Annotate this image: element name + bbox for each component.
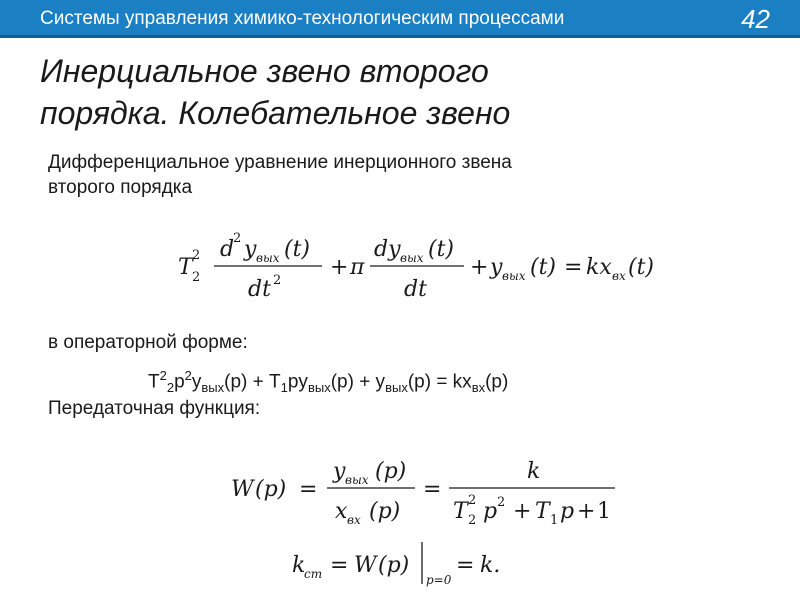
- slide-number: 42: [741, 4, 770, 34]
- sg-arg-p: (p): [378, 553, 410, 578]
- tf-W: W: [231, 477, 254, 502]
- eq-arg-t-4: (t): [628, 255, 655, 280]
- op-sub-2: 2: [166, 380, 175, 396]
- op-sub-vh: вх: [471, 380, 486, 396]
- intro-line-2: второго порядка: [48, 177, 193, 198]
- eq-dt2-sup: 2: [273, 273, 282, 288]
- tf-one: 1: [597, 499, 611, 524]
- operator-form-equation: [148, 363, 508, 400]
- sg-k-sub: ст: [304, 567, 323, 581]
- eq-arg-t-2: (t): [428, 237, 455, 262]
- tf-T2-sub: 2: [468, 513, 477, 528]
- op-sub-1: 1: [280, 380, 288, 396]
- op-part-1: (p) + T: [224, 371, 281, 393]
- eq-T: T: [178, 255, 193, 280]
- tf-arg-p-num: (p): [375, 459, 407, 484]
- sg-k2: k.: [480, 553, 501, 578]
- op-part-4: (p): [485, 371, 509, 393]
- eq-arg-t-3: (t): [530, 255, 557, 280]
- tf-k: k: [527, 459, 541, 484]
- tf-p-sup: 2: [497, 495, 506, 510]
- eq-y: y: [244, 237, 257, 262]
- sg-equals-2: =: [456, 553, 475, 578]
- eq-d2-sup: 2: [233, 231, 242, 246]
- op-sup-a: 2: [159, 368, 167, 383]
- eq-y-sub: вых: [256, 251, 280, 265]
- tf-equals-2: =: [423, 477, 442, 502]
- static-gain-equation: [288, 538, 528, 590]
- op-part-3: (p) = kx: [407, 371, 472, 393]
- tf-T1-sub: 1: [550, 513, 559, 528]
- tf-equals-1: =: [299, 477, 318, 502]
- eq-dt2: dt: [248, 277, 271, 302]
- tf-x-sub: вх: [347, 513, 361, 527]
- slide-title-line-2: порядка. Колебательное звено: [40, 95, 511, 131]
- op-py: py: [287, 371, 308, 393]
- op-T: T: [148, 371, 160, 393]
- op-sub-vyh-3: вых: [385, 380, 408, 396]
- sg-cond: p=0: [426, 573, 452, 587]
- tf-plus-2: +: [577, 499, 596, 524]
- slide-title: [40, 50, 740, 134]
- eq-equals: =: [564, 255, 583, 280]
- intro-line-1: Дифференциальное уравнение инерционного звена: [48, 152, 512, 173]
- eq-T-sup: 2: [192, 248, 201, 263]
- eq-y2-sub: вых: [502, 269, 526, 283]
- eq-T-sub: 2: [192, 270, 201, 285]
- slide-title-line-1: Инерциальное звено второго: [40, 53, 489, 89]
- op-part-2: (p) + y: [330, 371, 386, 393]
- tf-arg-p: (p): [255, 477, 287, 502]
- eq-pi: π: [350, 255, 365, 280]
- differential-equation: [150, 222, 680, 310]
- op-sub-vyh-2: вых: [307, 380, 331, 396]
- eq-plus-2: +: [470, 255, 489, 280]
- eq-plus-1: +: [330, 255, 349, 280]
- sg-equals-1: =: [330, 553, 349, 578]
- sg-k: k: [292, 553, 306, 578]
- eq-arg-t: (t): [284, 237, 311, 262]
- op-y: y: [191, 371, 202, 393]
- tf-p: p: [483, 499, 498, 524]
- eq-kx-sub: вх: [612, 269, 626, 283]
- op-p: p: [174, 371, 185, 393]
- tf-y: y: [333, 459, 346, 484]
- eq-dt: dt: [404, 277, 427, 302]
- header-title: Системы управления химико-технологическим процессами: [40, 8, 565, 29]
- op-sup-b: 2: [184, 368, 192, 383]
- tf-y-sub: вых: [345, 473, 369, 487]
- eq-dy: dy: [374, 237, 401, 262]
- eq-d2: d: [220, 237, 235, 262]
- tf-T1: T: [535, 499, 550, 524]
- operator-form-label: в операторной форме:: [48, 332, 248, 353]
- op-sub-vyh-1: вых: [201, 380, 225, 396]
- eq-kx: kx: [586, 255, 612, 280]
- eq-y2: y: [490, 255, 503, 280]
- tf-p1: p: [560, 499, 575, 524]
- header-bar: [0, 0, 800, 38]
- tf-x: x: [335, 499, 348, 524]
- tf-arg-p-den: (p): [369, 499, 401, 524]
- tf-T2: T: [453, 499, 468, 524]
- sg-W: W: [354, 553, 377, 578]
- tf-plus-1: +: [513, 499, 532, 524]
- transfer-function-label: Передаточная функция:: [48, 398, 261, 419]
- intro-text: [48, 150, 748, 200]
- transfer-function-equation: [225, 450, 645, 532]
- tf-T2-sup: 2: [468, 493, 477, 508]
- eq-dy-sub: вых: [400, 251, 424, 265]
